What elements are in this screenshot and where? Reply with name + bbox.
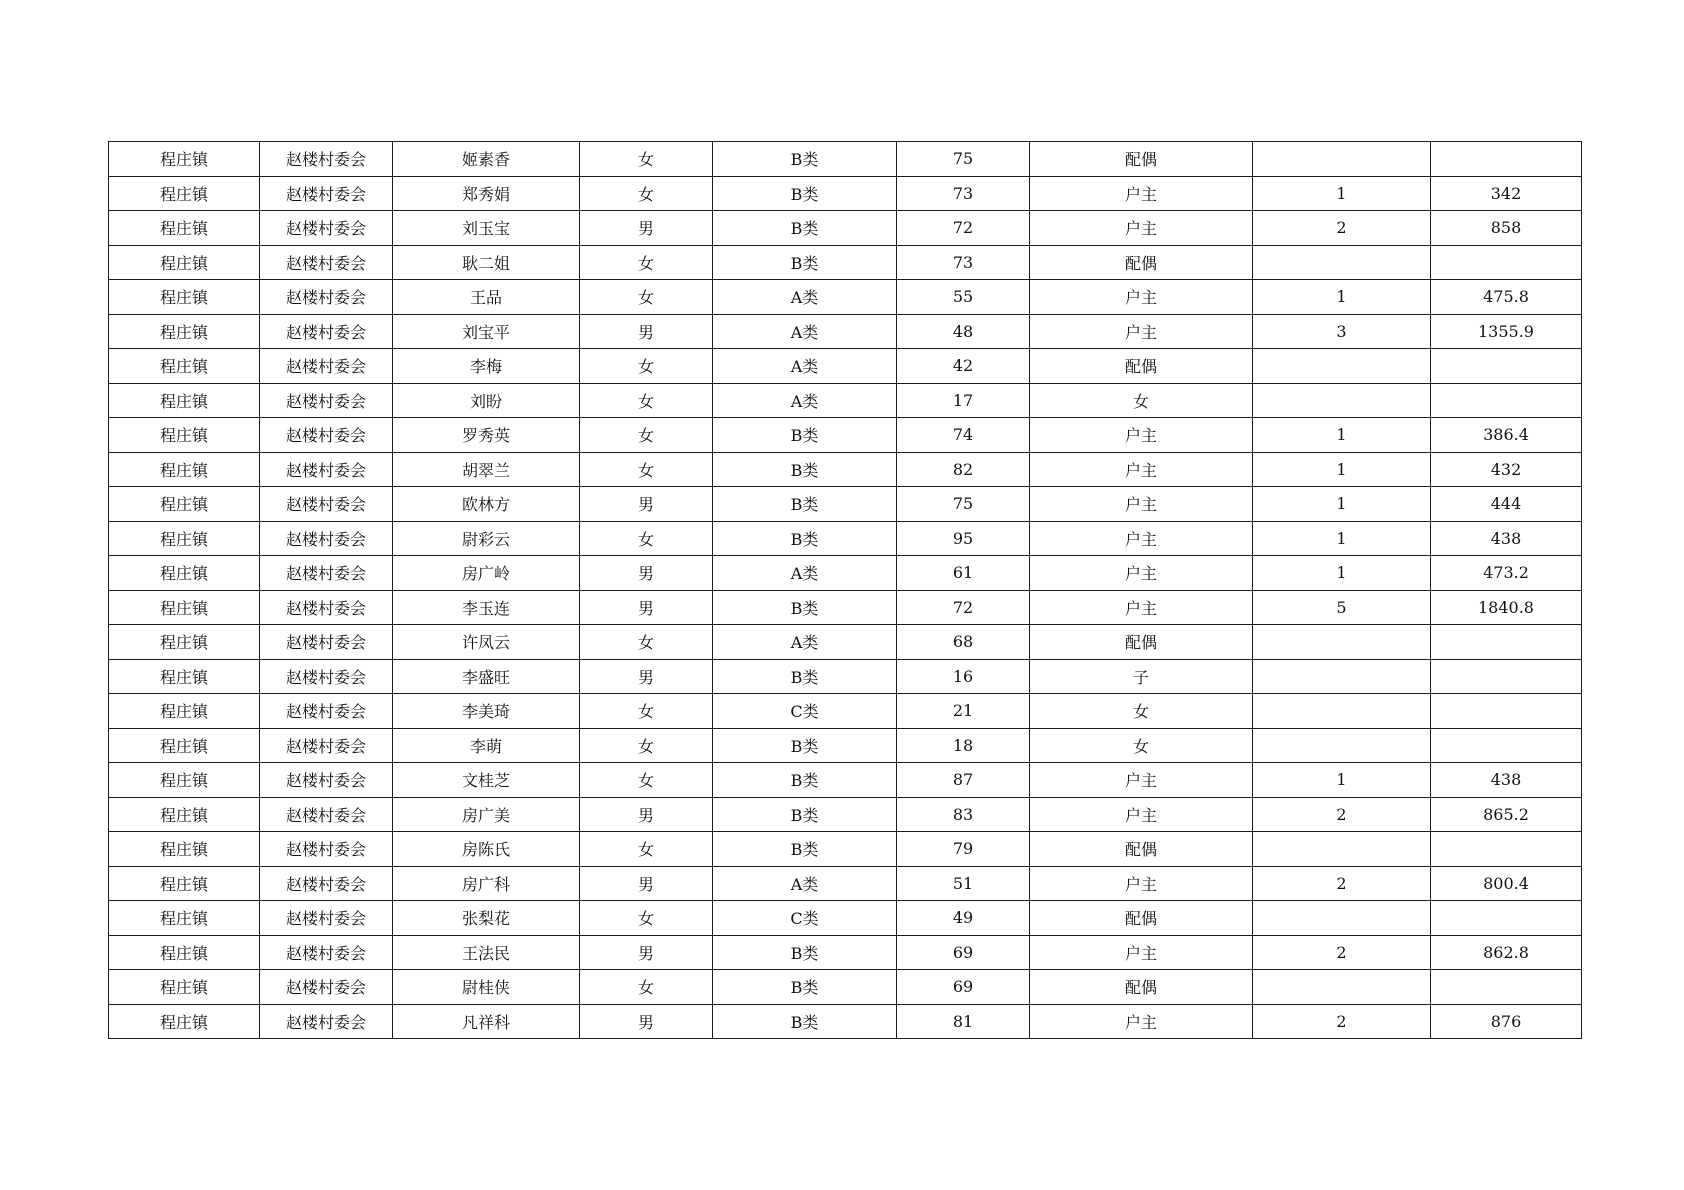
cell-village-committee: 赵楼村委会 bbox=[260, 694, 393, 729]
cell-gender: 女 bbox=[580, 901, 713, 936]
cell-household-size: 5 bbox=[1253, 590, 1431, 625]
cell-gender: 女 bbox=[580, 728, 713, 763]
cell-amount: 1355.9 bbox=[1431, 314, 1582, 349]
cell-age: 55 bbox=[897, 280, 1030, 315]
table-row bbox=[109, 866, 1582, 901]
cell-category: A类 bbox=[713, 349, 897, 384]
cell-household-size: 1 bbox=[1253, 176, 1431, 211]
cell-category: B类 bbox=[713, 832, 897, 867]
cell-town: 程庄镇 bbox=[109, 418, 260, 453]
cell-relation: 配偶 bbox=[1030, 245, 1253, 280]
cell-relation: 户主 bbox=[1030, 314, 1253, 349]
cell-category: B类 bbox=[713, 763, 897, 798]
cell-household-size bbox=[1253, 383, 1431, 418]
cell-name: 房广科 bbox=[393, 866, 580, 901]
cell-relation: 户主 bbox=[1030, 418, 1253, 453]
cell-name: 姬素香 bbox=[393, 142, 580, 177]
cell-category: B类 bbox=[713, 418, 897, 453]
cell-age: 72 bbox=[897, 211, 1030, 246]
cell-town: 程庄镇 bbox=[109, 763, 260, 798]
cell-town: 程庄镇 bbox=[109, 659, 260, 694]
cell-age: 73 bbox=[897, 176, 1030, 211]
cell-age: 17 bbox=[897, 383, 1030, 418]
cell-name: 李玉连 bbox=[393, 590, 580, 625]
cell-gender: 女 bbox=[580, 832, 713, 867]
table-row bbox=[109, 176, 1582, 211]
table-row bbox=[109, 901, 1582, 936]
cell-name: 尉彩云 bbox=[393, 521, 580, 556]
cell-age: 73 bbox=[897, 245, 1030, 280]
cell-amount: 342 bbox=[1431, 176, 1582, 211]
cell-amount: 444 bbox=[1431, 487, 1582, 522]
cell-category: A类 bbox=[713, 866, 897, 901]
cell-household-size bbox=[1253, 245, 1431, 280]
cell-town: 程庄镇 bbox=[109, 383, 260, 418]
cell-town: 程庄镇 bbox=[109, 1004, 260, 1039]
cell-category: C类 bbox=[713, 901, 897, 936]
cell-household-size: 2 bbox=[1253, 935, 1431, 970]
cell-category: B类 bbox=[713, 245, 897, 280]
cell-age: 75 bbox=[897, 487, 1030, 522]
cell-village-committee: 赵楼村委会 bbox=[260, 245, 393, 280]
cell-category: B类 bbox=[713, 487, 897, 522]
cell-amount: 1840.8 bbox=[1431, 590, 1582, 625]
cell-town: 程庄镇 bbox=[109, 245, 260, 280]
roster-table bbox=[108, 141, 1582, 1039]
cell-amount: 386.4 bbox=[1431, 418, 1582, 453]
cell-relation: 女 bbox=[1030, 694, 1253, 729]
cell-village-committee: 赵楼村委会 bbox=[260, 970, 393, 1005]
cell-name: 许凤云 bbox=[393, 625, 580, 660]
table-row bbox=[109, 452, 1582, 487]
cell-town: 程庄镇 bbox=[109, 970, 260, 1005]
cell-age: 48 bbox=[897, 314, 1030, 349]
cell-village-committee: 赵楼村委会 bbox=[260, 590, 393, 625]
cell-gender: 女 bbox=[580, 176, 713, 211]
cell-age: 16 bbox=[897, 659, 1030, 694]
table-row bbox=[109, 556, 1582, 591]
cell-gender: 男 bbox=[580, 487, 713, 522]
cell-age: 72 bbox=[897, 590, 1030, 625]
cell-household-size bbox=[1253, 970, 1431, 1005]
cell-town: 程庄镇 bbox=[109, 728, 260, 763]
cell-category: B类 bbox=[713, 1004, 897, 1039]
cell-age: 42 bbox=[897, 349, 1030, 384]
cell-gender: 女 bbox=[580, 694, 713, 729]
cell-amount: 438 bbox=[1431, 521, 1582, 556]
cell-name: 罗秀英 bbox=[393, 418, 580, 453]
cell-household-size bbox=[1253, 901, 1431, 936]
cell-amount bbox=[1431, 970, 1582, 1005]
cell-relation: 配偶 bbox=[1030, 832, 1253, 867]
cell-town: 程庄镇 bbox=[109, 487, 260, 522]
cell-village-committee: 赵楼村委会 bbox=[260, 763, 393, 798]
cell-village-committee: 赵楼村委会 bbox=[260, 866, 393, 901]
cell-town: 程庄镇 bbox=[109, 556, 260, 591]
cell-amount bbox=[1431, 142, 1582, 177]
cell-gender: 男 bbox=[580, 314, 713, 349]
cell-household-size: 2 bbox=[1253, 1004, 1431, 1039]
cell-town: 程庄镇 bbox=[109, 590, 260, 625]
cell-category: B类 bbox=[713, 935, 897, 970]
cell-village-committee: 赵楼村委会 bbox=[260, 418, 393, 453]
table-row bbox=[109, 280, 1582, 315]
cell-age: 81 bbox=[897, 1004, 1030, 1039]
table-row bbox=[109, 659, 1582, 694]
cell-relation: 户主 bbox=[1030, 1004, 1253, 1039]
cell-amount: 438 bbox=[1431, 763, 1582, 798]
cell-village-committee: 赵楼村委会 bbox=[260, 1004, 393, 1039]
cell-amount: 876 bbox=[1431, 1004, 1582, 1039]
cell-age: 69 bbox=[897, 970, 1030, 1005]
cell-name: 耿二姐 bbox=[393, 245, 580, 280]
cell-village-committee: 赵楼村委会 bbox=[260, 901, 393, 936]
cell-name: 王品 bbox=[393, 280, 580, 315]
cell-village-committee: 赵楼村委会 bbox=[260, 314, 393, 349]
cell-town: 程庄镇 bbox=[109, 280, 260, 315]
table-row bbox=[109, 521, 1582, 556]
cell-name: 房广美 bbox=[393, 797, 580, 832]
cell-category: B类 bbox=[713, 521, 897, 556]
cell-age: 61 bbox=[897, 556, 1030, 591]
cell-household-size: 2 bbox=[1253, 211, 1431, 246]
cell-town: 程庄镇 bbox=[109, 521, 260, 556]
cell-age: 74 bbox=[897, 418, 1030, 453]
cell-age: 75 bbox=[897, 142, 1030, 177]
cell-household-size bbox=[1253, 728, 1431, 763]
cell-age: 21 bbox=[897, 694, 1030, 729]
cell-amount bbox=[1431, 625, 1582, 660]
cell-age: 79 bbox=[897, 832, 1030, 867]
cell-amount bbox=[1431, 901, 1582, 936]
table-row bbox=[109, 728, 1582, 763]
cell-relation: 户主 bbox=[1030, 866, 1253, 901]
table-row bbox=[109, 487, 1582, 522]
cell-age: 49 bbox=[897, 901, 1030, 936]
cell-name: 尉桂侠 bbox=[393, 970, 580, 1005]
cell-gender: 女 bbox=[580, 418, 713, 453]
cell-name: 文桂芝 bbox=[393, 763, 580, 798]
cell-gender: 女 bbox=[580, 245, 713, 280]
cell-gender: 女 bbox=[580, 625, 713, 660]
cell-relation: 配偶 bbox=[1030, 970, 1253, 1005]
cell-category: A类 bbox=[713, 383, 897, 418]
cell-amount: 858 bbox=[1431, 211, 1582, 246]
cell-category: A类 bbox=[713, 314, 897, 349]
cell-gender: 女 bbox=[580, 970, 713, 1005]
cell-household-size bbox=[1253, 659, 1431, 694]
cell-category: B类 bbox=[713, 728, 897, 763]
cell-town: 程庄镇 bbox=[109, 176, 260, 211]
cell-household-size: 1 bbox=[1253, 280, 1431, 315]
cell-village-committee: 赵楼村委会 bbox=[260, 280, 393, 315]
cell-gender: 男 bbox=[580, 866, 713, 901]
cell-amount bbox=[1431, 383, 1582, 418]
cell-household-size: 1 bbox=[1253, 556, 1431, 591]
cell-category: B类 bbox=[713, 211, 897, 246]
cell-household-size: 1 bbox=[1253, 418, 1431, 453]
cell-village-committee: 赵楼村委会 bbox=[260, 349, 393, 384]
cell-village-committee: 赵楼村委会 bbox=[260, 487, 393, 522]
cell-gender: 男 bbox=[580, 590, 713, 625]
cell-household-size bbox=[1253, 625, 1431, 660]
cell-relation: 配偶 bbox=[1030, 901, 1253, 936]
cell-name: 胡翠兰 bbox=[393, 452, 580, 487]
cell-town: 程庄镇 bbox=[109, 349, 260, 384]
cell-town: 程庄镇 bbox=[109, 314, 260, 349]
cell-category: B类 bbox=[713, 176, 897, 211]
cell-relation: 户主 bbox=[1030, 521, 1253, 556]
cell-gender: 男 bbox=[580, 211, 713, 246]
cell-gender: 男 bbox=[580, 1004, 713, 1039]
cell-category: B类 bbox=[713, 142, 897, 177]
cell-age: 18 bbox=[897, 728, 1030, 763]
cell-household-size bbox=[1253, 832, 1431, 867]
table-row bbox=[109, 797, 1582, 832]
cell-gender: 女 bbox=[580, 452, 713, 487]
table-row bbox=[109, 383, 1582, 418]
cell-town: 程庄镇 bbox=[109, 866, 260, 901]
cell-name: 王法民 bbox=[393, 935, 580, 970]
cell-household-size: 1 bbox=[1253, 521, 1431, 556]
cell-town: 程庄镇 bbox=[109, 452, 260, 487]
cell-category: A类 bbox=[713, 625, 897, 660]
table-row bbox=[109, 142, 1582, 177]
cell-amount bbox=[1431, 659, 1582, 694]
cell-town: 程庄镇 bbox=[109, 211, 260, 246]
cell-amount bbox=[1431, 728, 1582, 763]
cell-town: 程庄镇 bbox=[109, 935, 260, 970]
cell-gender: 男 bbox=[580, 797, 713, 832]
cell-category: A类 bbox=[713, 280, 897, 315]
cell-relation: 户主 bbox=[1030, 935, 1253, 970]
cell-relation: 户主 bbox=[1030, 797, 1253, 832]
cell-village-committee: 赵楼村委会 bbox=[260, 142, 393, 177]
table-row bbox=[109, 625, 1582, 660]
cell-household-size: 2 bbox=[1253, 866, 1431, 901]
cell-household-size bbox=[1253, 694, 1431, 729]
cell-village-committee: 赵楼村委会 bbox=[260, 728, 393, 763]
cell-age: 51 bbox=[897, 866, 1030, 901]
cell-category: B类 bbox=[713, 970, 897, 1005]
cell-amount bbox=[1431, 694, 1582, 729]
cell-age: 68 bbox=[897, 625, 1030, 660]
cell-town: 程庄镇 bbox=[109, 832, 260, 867]
table-row bbox=[109, 1004, 1582, 1039]
cell-household-size: 1 bbox=[1253, 487, 1431, 522]
cell-village-committee: 赵楼村委会 bbox=[260, 383, 393, 418]
cell-age: 95 bbox=[897, 521, 1030, 556]
cell-town: 程庄镇 bbox=[109, 901, 260, 936]
roster-body bbox=[109, 142, 1582, 1039]
cell-amount bbox=[1431, 349, 1582, 384]
cell-amount: 475.8 bbox=[1431, 280, 1582, 315]
table-row bbox=[109, 314, 1582, 349]
cell-gender: 男 bbox=[580, 659, 713, 694]
cell-village-committee: 赵楼村委会 bbox=[260, 935, 393, 970]
table-row bbox=[109, 832, 1582, 867]
cell-gender: 女 bbox=[580, 142, 713, 177]
cell-gender: 男 bbox=[580, 556, 713, 591]
cell-village-committee: 赵楼村委会 bbox=[260, 659, 393, 694]
cell-name: 刘宝平 bbox=[393, 314, 580, 349]
cell-category: B类 bbox=[713, 590, 897, 625]
cell-relation: 户主 bbox=[1030, 280, 1253, 315]
cell-household-size: 1 bbox=[1253, 452, 1431, 487]
cell-relation: 子 bbox=[1030, 659, 1253, 694]
cell-household-size: 3 bbox=[1253, 314, 1431, 349]
cell-category: B类 bbox=[713, 797, 897, 832]
cell-village-committee: 赵楼村委会 bbox=[260, 625, 393, 660]
cell-name: 房陈氏 bbox=[393, 832, 580, 867]
cell-household-size: 2 bbox=[1253, 797, 1431, 832]
cell-relation: 户主 bbox=[1030, 763, 1253, 798]
cell-relation: 配偶 bbox=[1030, 625, 1253, 660]
cell-gender: 女 bbox=[580, 763, 713, 798]
table-row bbox=[109, 590, 1582, 625]
cell-name: 凡祥科 bbox=[393, 1004, 580, 1039]
cell-name: 房广岭 bbox=[393, 556, 580, 591]
table-row bbox=[109, 211, 1582, 246]
cell-village-committee: 赵楼村委会 bbox=[260, 797, 393, 832]
cell-gender: 女 bbox=[580, 280, 713, 315]
cell-household-size bbox=[1253, 142, 1431, 177]
cell-gender: 男 bbox=[580, 935, 713, 970]
cell-gender: 女 bbox=[580, 521, 713, 556]
cell-amount: 800.4 bbox=[1431, 866, 1582, 901]
cell-town: 程庄镇 bbox=[109, 694, 260, 729]
cell-town: 程庄镇 bbox=[109, 625, 260, 660]
cell-relation: 配偶 bbox=[1030, 349, 1253, 384]
cell-village-committee: 赵楼村委会 bbox=[260, 176, 393, 211]
cell-amount: 862.8 bbox=[1431, 935, 1582, 970]
cell-name: 李美琦 bbox=[393, 694, 580, 729]
cell-village-committee: 赵楼村委会 bbox=[260, 832, 393, 867]
table-row bbox=[109, 970, 1582, 1005]
table-row bbox=[109, 694, 1582, 729]
cell-amount: 432 bbox=[1431, 452, 1582, 487]
table-row bbox=[109, 763, 1582, 798]
cell-age: 83 bbox=[897, 797, 1030, 832]
cell-category: A类 bbox=[713, 556, 897, 591]
cell-village-committee: 赵楼村委会 bbox=[260, 211, 393, 246]
cell-name: 张梨花 bbox=[393, 901, 580, 936]
table-row bbox=[109, 349, 1582, 384]
cell-category: B类 bbox=[713, 452, 897, 487]
cell-household-size bbox=[1253, 349, 1431, 384]
cell-town: 程庄镇 bbox=[109, 142, 260, 177]
cell-age: 69 bbox=[897, 935, 1030, 970]
cell-relation: 户主 bbox=[1030, 452, 1253, 487]
cell-household-size: 1 bbox=[1253, 763, 1431, 798]
cell-relation: 户主 bbox=[1030, 211, 1253, 246]
cell-relation: 户主 bbox=[1030, 590, 1253, 625]
table-row bbox=[109, 418, 1582, 453]
cell-name: 李萌 bbox=[393, 728, 580, 763]
table-row bbox=[109, 245, 1582, 280]
cell-amount bbox=[1431, 245, 1582, 280]
cell-village-committee: 赵楼村委会 bbox=[260, 521, 393, 556]
cell-gender: 女 bbox=[580, 383, 713, 418]
cell-amount bbox=[1431, 832, 1582, 867]
cell-village-committee: 赵楼村委会 bbox=[260, 452, 393, 487]
cell-name: 欧林方 bbox=[393, 487, 580, 522]
cell-age: 82 bbox=[897, 452, 1030, 487]
cell-village-committee: 赵楼村委会 bbox=[260, 556, 393, 591]
cell-amount: 865.2 bbox=[1431, 797, 1582, 832]
cell-amount: 473.2 bbox=[1431, 556, 1582, 591]
cell-gender: 女 bbox=[580, 349, 713, 384]
cell-relation: 配偶 bbox=[1030, 142, 1253, 177]
cell-category: B类 bbox=[713, 659, 897, 694]
cell-relation: 户主 bbox=[1030, 556, 1253, 591]
cell-name: 李梅 bbox=[393, 349, 580, 384]
cell-relation: 女 bbox=[1030, 728, 1253, 763]
cell-name: 刘盼 bbox=[393, 383, 580, 418]
cell-name: 刘玉宝 bbox=[393, 211, 580, 246]
cell-age: 87 bbox=[897, 763, 1030, 798]
cell-name: 李盛旺 bbox=[393, 659, 580, 694]
cell-relation: 女 bbox=[1030, 383, 1253, 418]
cell-town: 程庄镇 bbox=[109, 797, 260, 832]
cell-category: C类 bbox=[713, 694, 897, 729]
cell-name: 郑秀娟 bbox=[393, 176, 580, 211]
cell-relation: 户主 bbox=[1030, 487, 1253, 522]
table-row bbox=[109, 935, 1582, 970]
cell-relation: 户主 bbox=[1030, 176, 1253, 211]
